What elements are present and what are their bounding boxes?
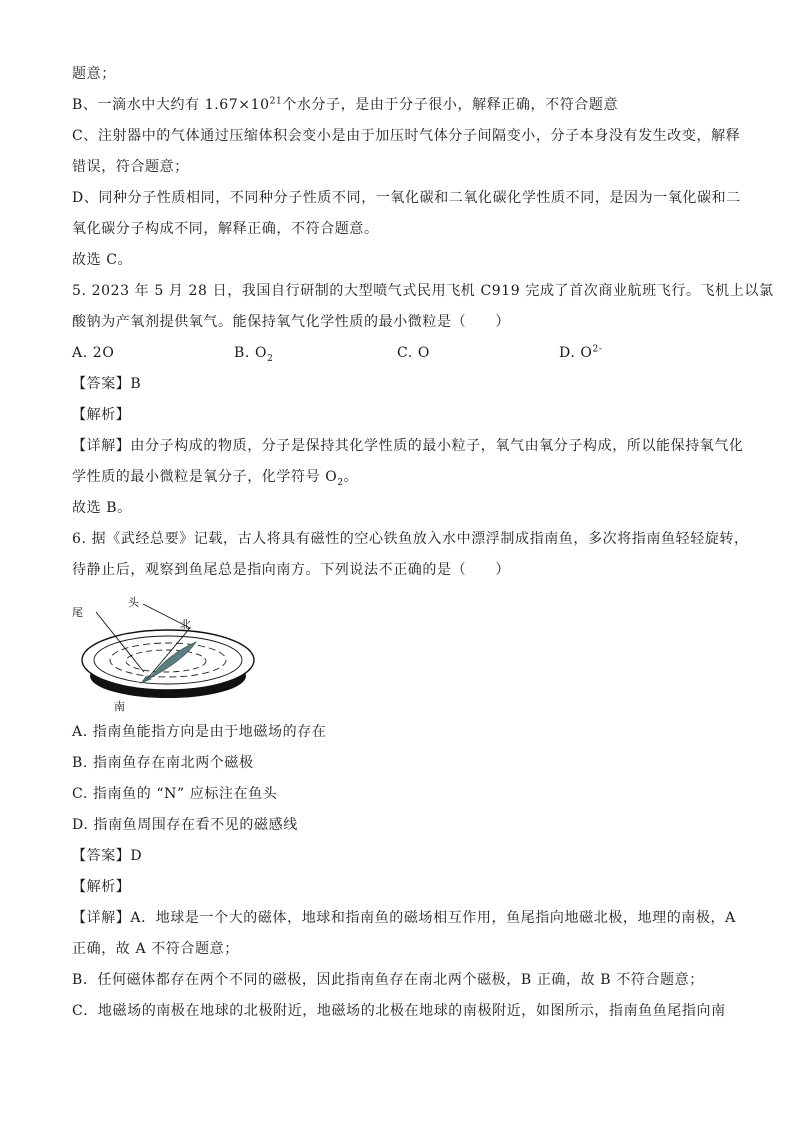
question-6-stem: 待静止后，观察到鱼尾总是指向南方。下列说法不正确的是（ ） <box>72 562 510 578</box>
option-a: A. 2O <box>72 345 115 361</box>
text-line: 故选 C。 <box>72 252 133 268</box>
text-line: 题意； <box>72 66 116 82</box>
analysis-label: 【解析】 <box>72 879 131 895</box>
option-c: C. O <box>397 345 430 361</box>
detail-text: 学性质的最小微粒是氧分子，化学符号 $O_2$。 <box>72 469 359 488</box>
answer-label: 【答案】B <box>72 376 142 392</box>
analysis-label: 【解析】 <box>72 407 131 423</box>
detail-text: B．任何磁体都存在两个不同的磁极，因此指南鱼存在南北两个磁极，B 正确，故 B 不符合题意； <box>72 972 704 988</box>
question-5-stem: 5. 2023 年 5 月 28 日，我国自行研制的大型喷气式民用飞机 C919 完成了首次商业航班飞行。飞机上以氯 <box>72 283 774 299</box>
text-line: 错误，符合题意； <box>72 159 189 175</box>
option-a: A. 指南鱼能指方向是由于地磁场的存在 <box>72 724 327 740</box>
label-north: 北 <box>180 618 191 631</box>
question-5-options <box>72 343 732 363</box>
label-south: 南 <box>114 700 125 713</box>
label-head: 头 <box>128 596 139 609</box>
detail-text: 正确，故 A 不符合题意； <box>72 941 239 957</box>
detail-text: C．地磁场的南极在地球的北极附近，地磁场的北极在地球的南极附近，如图所示，指南鱼鱼尾指向南 <box>72 1003 726 1019</box>
label-tail: 尾 <box>72 606 83 619</box>
option-b: B. 指南鱼存在南北两个磁极 <box>72 755 254 771</box>
question-5-stem: 酸钠为产氧剂提供氧气。能保持氧气化学性质的最小微粒是（ ） <box>72 314 510 330</box>
text-line: D、同种分子性质相同，不同种分子性质不同，一氧化碳和二氧化碳化学性质不同，是因为一氧化碳和二 <box>72 190 741 206</box>
question-6-stem: 6. 据《武经总要》记载，古人将具有磁性的空心铁鱼放入水中漂浮制成指南鱼，多次将指南鱼轻轻旋转， <box>72 531 749 547</box>
answer-label: 【答案】D <box>72 848 143 864</box>
detail-text: 【详解】A．地球是一个大的磁体，地球和指南鱼的磁场相互作用，鱼尾指向地磁北极，地理的南极，A <box>72 910 736 926</box>
option-c: C. 指南鱼的 “N” 应标注在鱼头 <box>72 786 278 802</box>
detail-text: 【详解】由分子构成的物质，分子是保持其化学性质的最小粒子，氧气由氧分子构成，所以能保持氧气化 <box>72 438 744 454</box>
text-line: 氧化碳分子构成不同，解释正确，不符合题意。 <box>72 221 379 237</box>
option-d: D. $O^{2-}$ <box>559 344 603 361</box>
option-b: B. $O_2$ <box>234 345 274 364</box>
south-pointing-fish-diagram <box>66 592 256 714</box>
choice-conclusion: 故选 B。 <box>72 500 132 516</box>
text-line: C、注射器中的气体通过压缩体积会变小是由于加压时气体分子间隔变小，分子本身没有发生改变，解释 <box>72 128 741 144</box>
text-line: B、一滴水中大约有 $1.67\times 10^{21}$个水分子，是由于分子很小，解释正确，不符合题意 <box>72 96 619 113</box>
option-d: D. 指南鱼周围存在看不见的磁感线 <box>72 817 298 833</box>
